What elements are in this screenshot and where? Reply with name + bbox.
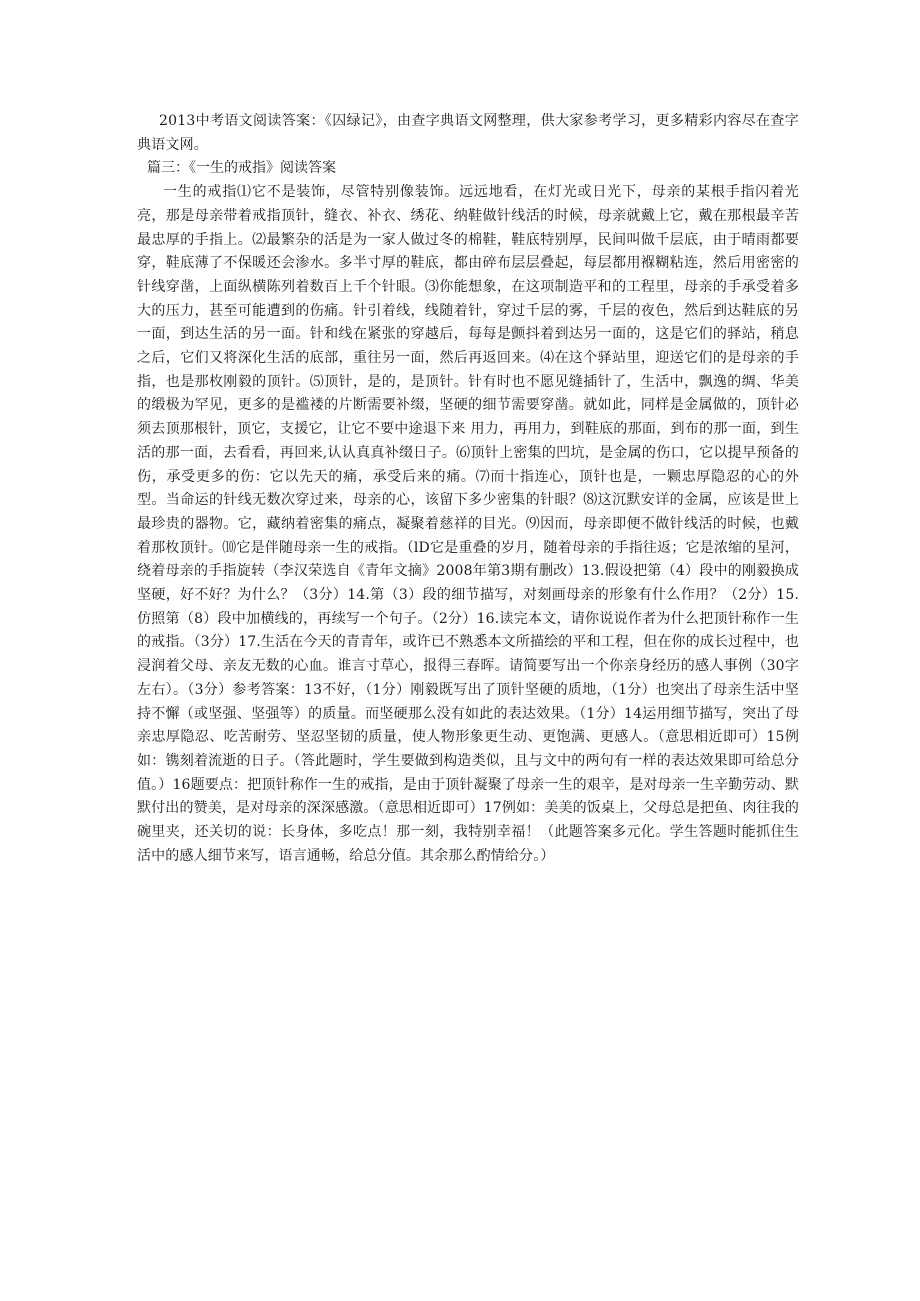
section-title: 篇三：《一生的戒指》阅读答案 [147,160,336,177]
document-page [137,110,799,869]
intro-paragraph: 2013中考语文阅读答案：《囚绿记》，由查字典语文网整理，供大家参考学习，更多精彩内容尽在查字典语文网。 [137,113,799,153]
article-body: 一生的戒指⑴它不是装饰，尽管特别像装饰。远远地看，在灯光或日光下，母亲的某根手指闪着光亮，那是母亲带着戒指顶针，缝衣、补衣、绣花、纳鞋做针线活的时候，母亲就戴上它，戴在那根最辛苦最忠厚的手指上。⑵最繁杂的活是为一家人做过冬的棉鞋，鞋底特别厚，民间叫做千层底，由于晴雨都要穿，鞋底薄了不保暖还会渗水。多半寸厚的鞋底，都由碎布层层叠起，每层都用褓糊粘连，然后用密密的针线穿凿，上面纵横陈列着数百上千个针眼。⑶你能想象，在这项制造平和的工程里，母亲的手承受着多大的压力，甚至可能遭到的伤痛。针引着线，线随着针，穿过千层的雾，千层的夜色，然后到达鞋底的另一面，到达生活的另一面。针和线在紧张的穿越后，每每是颤抖着到达另一面的，这是它们的驿站，稍息之后，它们又将深化生活的底部，重往另一面，然后再返回来。⑷在这个驿站里，迎送它们的是母亲的手指，也是那枚刚毅的顶针。⑸顶针，是的，是顶针。针有时也不愿见缝插针了，生活中，飘逸的绸、华美的缎极为罕见，更多的是褴褛的片断需要补缀，坚硬的细节需要穿凿。就如此，同样是金属做的，顶针必须去顶那根针，顶它，支援它，让它不要中途退下来 用力，再用力，到鞋底的那面，到布的那一面，到生活的那一面，去看看，再回来,认认真真补缀日子。⑹顶针上密集的凹坑，是金属的伤口，它以提早预备的伤，承受更多的伤：它以先天的痛，承受后来的痛。⑺而十指连心，顶针也是，一颗忠厚隐忍的心的外型。当命运的针线无数次穿过来，母亲的心，该留下多少密集的针眼？⑻这沉默安详的金属，应该是世上最珍贵的器物。它，藏纳着密集的痛点，凝聚着慈祥的目光。⑼因而，母亲即便不做针线活的时候，也戴着那枚顶针。⑽它是伴随母亲一生的戒指。（lD它是重叠的岁月，随着母亲的手指往返；它是浓缩的星河，绕着母亲的手指旋转（李汉荣选自《青年文摘》2008年第3期有删改）13.假设把第（4）段中的刚毅换成坚硬，好不好？为什么？（3分）14.第（3）段的细节描写，对刻画母亲的形象有什么作用？（2分）15.仿照第（8）段中加横线的，再续写一个句子。（2分）16.读完本文，请你说说作者为什么把顶针称作一生的戒指。（3分）17.生活在今天的青青年，或许已不熟悉本文所描绘的平和工程，但在你的成长过程中，也浸润着父母、亲友无数的心血。谁言寸草心，报得三春晖。请简要写出一个你亲身经历的感人事例（30字左右）。（3分）参考答案：13不好，（1分）刚毅既写出了顶针坚硬的质地，（1分）也突出了母亲生活中坚持不懈（或坚强、坚强等）的质量。而坚硬那么没有如此的表达效果。（1分）14运用细节描写，突出了母亲忠厚隐忍、吃苦耐劳、坚忍坚韧的质量，使人物形象更生动、更饱满、更感人。（意思相近即可）15例如：镌刻着流逝的日子。（答此题时，学生要做到构造类似，且与文中的两句有一样的表达效果即可给总分值。）16题要点：把顶针称作一生的戒指，是由于顶针凝聚了母亲一生的艰辛，是对母亲一生辛勤劳动、默默付出的赞美，是对母亲的深深感激。（意思相近即可）17例如：美美的饭桌上，父母总是把鱼、肉往我的碗里夹，还关切的说：长身体，多吃点！那一刻，我特别幸福！（此题答案多元化。学生答题时能抓住生活中的感人细节来写，语言通畅，给总分值。其余那么酌情给分。） [137,184,800,864]
